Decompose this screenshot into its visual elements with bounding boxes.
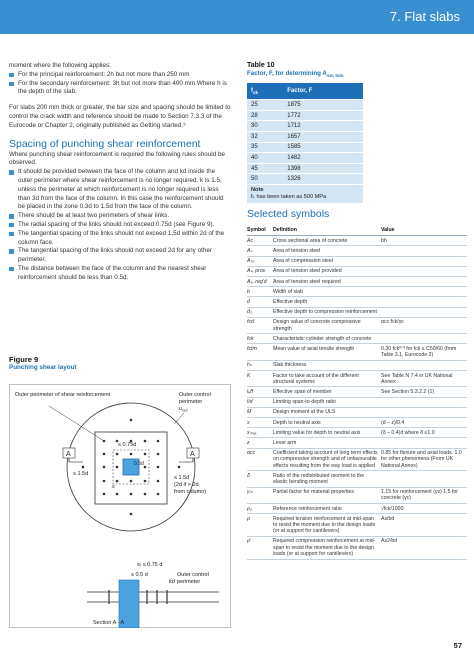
table-cell: d₂ — [247, 307, 273, 317]
label-section-outer-1: Outer control — [177, 572, 209, 578]
table-10-subtitle: Factor, F, for determining $A_{sw, min}$ — [247, 70, 344, 79]
list-item: The tangential spacing of the links should not exceed 2d for any other perimeter. — [9, 247, 231, 265]
section-intro: Where punching shear reinforcement is required the following rules should be observed. — [9, 150, 225, 167]
table-cell: Ratio of the redistributed moment to the elastic bending moment — [273, 471, 381, 487]
table-row: 35 1585 — [247, 142, 363, 153]
table-row — [247, 277, 467, 287]
label-05d: 0.5d — [134, 461, 144, 467]
table-cell: Required compression reinforcement at mid-span to resist the moment due to the design loads (or at support for cantilevers) — [273, 536, 381, 559]
selected-symbols-title: Selected symbols — [247, 208, 330, 220]
table-cell: Aₛ, prov — [247, 266, 273, 276]
table-row — [247, 418, 467, 428]
table-cell: xₘₐₓ — [247, 428, 273, 438]
table-row — [247, 438, 467, 448]
table-cell: bh — [381, 236, 467, 246]
table-row — [247, 536, 467, 559]
table-cell: Area of tension steel required — [273, 277, 381, 287]
table-cell: fᴄtm — [247, 344, 273, 360]
page-number: 57 — [453, 641, 462, 650]
table-cell: Effective depth — [273, 297, 381, 307]
table-cell: lₑff — [247, 387, 273, 397]
table-row — [247, 371, 467, 387]
table-cell: Design value of concrete compressive strength — [273, 317, 381, 333]
table-cell: ρ' — [247, 536, 273, 559]
list-item: The radial spacing of the links should not exceed 0.75d (see Figure 9). — [9, 221, 231, 230]
table-cell: Limiting value for depth to neutral axis — [273, 428, 381, 438]
table-row — [247, 297, 467, 307]
table-row — [247, 504, 467, 514]
symbols-col-value: Value — [381, 226, 467, 236]
table-row: 40 1482 — [247, 153, 363, 164]
table-cell — [381, 266, 467, 276]
table-cell: Effective depth to compression reinforcement — [273, 307, 381, 317]
table-cell — [381, 277, 467, 287]
table-cell: Partial factor for material properties — [273, 487, 381, 503]
label-section-outer-2: perimeter — [177, 579, 201, 585]
list-item: It should be provided between the face of the column and kd inside the outer perimeter where shear reinforcement is no longer required. k is 1.5, unless the perimeter at which reinforcement is no longer required is less than 3d from the face of the column. In this case the reinforcement should be placed in the zone 0.3d to 1.5d from the face of the column. — [9, 168, 231, 212]
table-row — [247, 387, 467, 397]
table-cell: (δ – 0.4)d where δ ≤1.0 — [381, 428, 467, 438]
table-cell: Slab thickness — [273, 360, 381, 370]
table-cell: Reference reinforcement ratio — [273, 504, 381, 514]
table-cell: Coefficient taking account of long term effects on compressive strength and of unfavourable effects resulting from the way load is applied — [273, 448, 381, 471]
table-row — [247, 236, 467, 246]
table-row — [247, 487, 467, 503]
table-row: 30 1712 — [247, 121, 363, 132]
table-cell: As2/bd — [381, 536, 467, 559]
label-outer-control-2: perimeter — [179, 399, 203, 405]
label-15d-left: ≤ 1.5d — [73, 471, 89, 477]
table-cell: Characteristic cylinder strength of concrete — [273, 334, 381, 344]
symbols-col-symbol: Symbol — [247, 226, 273, 236]
table-cell: ρ₀ — [247, 504, 273, 514]
intro-text: moment where the following applies: — [9, 62, 111, 69]
table-cell: (d – z)/0.4 — [381, 418, 467, 428]
table-cell — [381, 438, 467, 448]
table-cell: 0.85 for flexure and axial loads. 1.0 for other phenomena (From UK National Annex) — [381, 448, 467, 471]
table-row — [247, 428, 467, 438]
chapter-title: 7. Flat slabs — [389, 9, 460, 24]
list-item: The tangential spacing of the links should not exceed 1.5d within 2d of the column face. — [9, 230, 231, 248]
svg-text:uout: $u_{out}$ — [179, 406, 188, 413]
figure-title: Figure 9 — [9, 355, 39, 364]
table-cell: M — [247, 407, 273, 417]
section-title: Spacing of punching shear reinforcement — [9, 137, 201, 150]
table-cell: z — [247, 438, 273, 448]
table-cell: Required tension reinforcement at mid-span to resist the moment due to the design loads (or at support for cantilevers) — [273, 514, 381, 537]
label-kd: kd — [169, 579, 175, 585]
table-cell — [381, 360, 467, 370]
table-cell: αcc fck/γc — [381, 317, 467, 333]
label-075d: ≤ 0.75d — [118, 442, 137, 448]
section-marker-left: A — [66, 451, 71, 458]
chapter-header-band — [0, 0, 474, 34]
bullet-list-2 — [9, 168, 231, 282]
table-row — [247, 448, 467, 471]
table-10-block — [247, 62, 467, 203]
symbols-table — [247, 226, 467, 560]
table-cell: 0.30 fck²ᐟ³ for fck ≤ C50/60 (from Table 3.1, Eurocode 2) — [381, 344, 467, 360]
label-section-05d: ≤ 0.5 d — [131, 572, 148, 578]
table-row: 32 1657 — [247, 132, 363, 143]
table-cell — [381, 297, 467, 307]
table-10-title: Table 10 — [247, 62, 275, 69]
table-row — [247, 256, 467, 266]
label-section-075d: sᵣ ≤ 0.75 d — [137, 562, 163, 568]
table-cell: Design moment at the ULS — [273, 407, 381, 417]
table-cell: Limiting span-to-depth ratio — [273, 397, 381, 407]
table-cell: Effective span of member — [273, 387, 381, 397]
table-row: 25 1875 — [247, 100, 363, 111]
table-cell: Aₛ — [247, 246, 273, 256]
table-row — [247, 287, 467, 297]
table-cell: Area of compression steel — [273, 256, 381, 266]
table-cell: Cross sectional area of concrete — [273, 236, 381, 246]
table-cell: Aₛ, req'd — [247, 277, 273, 287]
table-cell: l/d — [247, 397, 273, 407]
label-sr: s — [112, 484, 115, 490]
table-row — [247, 307, 467, 317]
table-row — [247, 334, 467, 344]
table-row: 50 1326 — [247, 174, 363, 184]
table-cell: Lever arm — [273, 438, 381, 448]
table-cell: Mean value of axial tensile strength — [273, 344, 381, 360]
table-row — [247, 407, 467, 417]
table-cell: See Table N 7.4 in UK National Annex — [381, 371, 467, 387]
table-row — [247, 514, 467, 537]
table-cell — [381, 471, 467, 487]
table-cell — [381, 307, 467, 317]
table-row — [247, 360, 467, 370]
table-cell: Area of tension steel provided — [273, 266, 381, 276]
symbols-col-definition: Definition — [273, 226, 381, 236]
figure-9-diagram — [9, 384, 231, 628]
table-cell — [381, 397, 467, 407]
table-cell: See Section 5.3.2.2 (1) — [381, 387, 467, 397]
left-column — [9, 62, 231, 283]
table-10-col1: $f_{ck}$ — [247, 83, 283, 100]
figure-caption — [9, 355, 77, 371]
table-cell: hₛ — [247, 360, 273, 370]
table-row — [247, 344, 467, 360]
label-2d-2: from column) — [174, 489, 207, 495]
label-outer-control-1: Outer control — [179, 392, 211, 398]
table-row: 45 1398 — [247, 163, 363, 174]
punching-shear-svg — [9, 384, 231, 628]
table-cell — [381, 407, 467, 417]
table-cell: Aₛ₂ — [247, 256, 273, 266]
table-cell — [381, 287, 467, 297]
figure-subtitle: Punching shear layout — [9, 364, 77, 371]
table-cell: Depth to neutral axis — [273, 418, 381, 428]
table-cell: K — [247, 371, 273, 387]
table-row — [247, 317, 467, 333]
table-cell: Width of slab — [273, 287, 381, 297]
label-outer-reinforcement: Outer perimeter of shear reinforcement — [15, 392, 111, 398]
table-cell — [381, 256, 467, 266]
paragraph: For slabs 200 mm thick or greater, the bar size and spacing should be limited to control the crack width and reference should be made to Section 7.3.3 of the Eurocode or Chapter 2, originally published as Getting started.⁹ — [9, 104, 231, 129]
table-row — [247, 266, 467, 276]
table-cell: Area of tension steel — [273, 246, 381, 256]
label-2d-1: (2d if > 2d — [174, 482, 199, 488]
bullet-list-1 — [9, 71, 231, 97]
table-cell: Aᴄ — [247, 236, 273, 246]
table-cell: αcc — [247, 448, 273, 471]
table-cell: As/bd — [381, 514, 467, 537]
list-item: The distance between the face of the column and the nearest shear reinforcement should be less than 0.5d. — [9, 265, 231, 283]
table-cell: fᴄk — [247, 334, 273, 344]
table-cell: √fck/1000 — [381, 504, 467, 514]
table-10-col2: Factor, F — [283, 83, 363, 100]
list-item: For the secondary reinforcement: 3h but not more than 400 mm Where h is the depth of the slab. — [9, 80, 231, 98]
table-cell: Factor to take account of the different structural systems — [273, 371, 381, 387]
list-item: There should be at least two perimeters of shear links. — [9, 212, 231, 221]
table-row — [247, 397, 467, 407]
table-cell: 1.15 for reinforcement (γs) 1.5 for concrete (γc) — [381, 487, 467, 503]
table-cell: b — [247, 287, 273, 297]
section-marker-right: A — [190, 451, 195, 458]
table-cell — [381, 334, 467, 344]
label-15d-right: ≤ 1.5d — [174, 475, 190, 481]
table-cell — [381, 246, 467, 256]
table-row: 28 1772 — [247, 110, 363, 121]
table-cell: ρ — [247, 514, 273, 537]
table-row — [247, 246, 467, 256]
table-10-note: Note fₖ has been taken as 500 MPa — [247, 184, 363, 203]
list-item: For the principal reinforcement: 2h but not more than 250 mm — [9, 71, 231, 80]
table-cell: δ — [247, 471, 273, 487]
label-section-aa: Section A - A — [93, 620, 125, 626]
table-cell: fᴄd — [247, 317, 273, 333]
table-cell: γₘ — [247, 487, 273, 503]
table-cell: d — [247, 297, 273, 307]
table-10 — [247, 83, 363, 184]
table-cell: x — [247, 418, 273, 428]
table-row — [247, 471, 467, 487]
